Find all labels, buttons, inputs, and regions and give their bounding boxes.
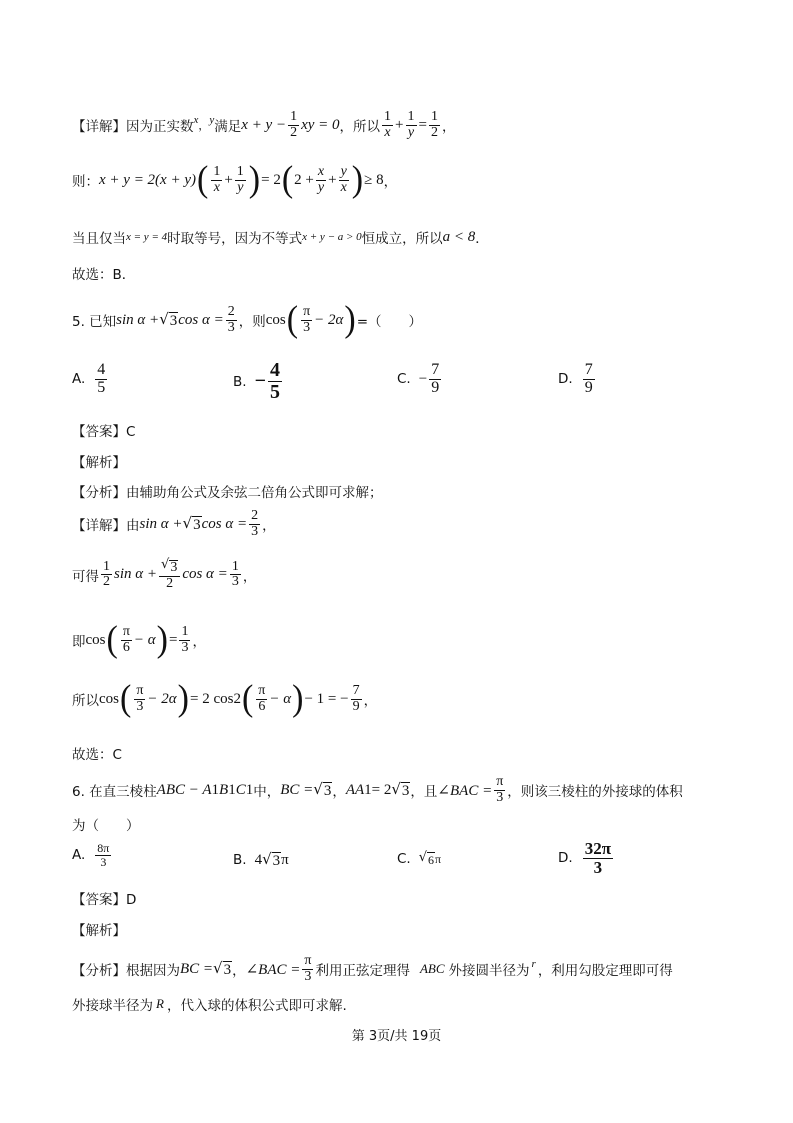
math-expr: BC = bbox=[280, 781, 314, 798]
option-label: A. bbox=[72, 371, 86, 388]
math-expr: cos α = bbox=[182, 566, 228, 583]
text: 【详解】由 bbox=[72, 518, 140, 535]
den: 3 bbox=[593, 857, 603, 877]
den: y bbox=[237, 179, 244, 195]
answer-6 bbox=[72, 888, 136, 908]
right-paren: ) bbox=[177, 678, 189, 719]
num: x bbox=[317, 163, 325, 179]
sqrt: √ 3 bbox=[213, 959, 232, 979]
var-R: R bbox=[156, 996, 164, 1011]
option-label: A. bbox=[72, 847, 86, 864]
den: 9 bbox=[584, 378, 593, 396]
sqrt: √ 3 bbox=[313, 780, 332, 800]
text: 【解析】 bbox=[72, 455, 126, 471]
fraction bbox=[429, 110, 440, 140]
fraction bbox=[288, 110, 299, 140]
den: x bbox=[384, 124, 391, 140]
text: ，代入球的体积公式即可求解. bbox=[166, 998, 347, 1014]
text: 当且仅当 bbox=[72, 231, 126, 247]
den: 9 bbox=[352, 698, 360, 714]
q5-option-c[interactable] bbox=[397, 362, 443, 397]
radicand: 3 bbox=[223, 962, 232, 979]
text: 为（ ） bbox=[72, 818, 140, 834]
den: 6 bbox=[258, 698, 266, 714]
radicand: 3 bbox=[170, 560, 178, 575]
math-expr: = 2 bbox=[371, 781, 392, 798]
text: 利用正弦定理得 bbox=[315, 963, 410, 980]
fraction bbox=[351, 684, 362, 714]
text: 所以 bbox=[72, 693, 99, 709]
fraction bbox=[316, 165, 326, 195]
text: 即 bbox=[72, 634, 86, 650]
math-expr: ∠BAC = bbox=[437, 782, 493, 799]
option-label: B. bbox=[233, 852, 247, 868]
op: + bbox=[224, 171, 233, 188]
text: 【分析】由辅助角公式及余弦二倍角公式即可求解； bbox=[72, 485, 383, 501]
detail-line-1: 【详解】因为正实数 x ， y 满足 x + y − $\frac{1}{2}$ xy = 0 ，所以 $\frac{1}{x}$ + $\frac{1}{y}$ = $\frac{1}{2}$ ， bbox=[72, 109, 456, 140]
text: 【分析】根据因为 bbox=[72, 963, 180, 980]
fraction bbox=[268, 360, 282, 403]
text: ， bbox=[232, 963, 246, 980]
q6-option-a[interactable] bbox=[72, 842, 113, 868]
question-6 bbox=[72, 775, 683, 805]
option-label: D. bbox=[558, 850, 573, 867]
radicand: 6 bbox=[428, 853, 435, 867]
fraction bbox=[95, 362, 107, 397]
den: 3 bbox=[303, 319, 311, 335]
num: π bbox=[136, 682, 144, 698]
subscript: 1 bbox=[245, 781, 254, 798]
den: y bbox=[317, 179, 325, 195]
den: 3 bbox=[231, 574, 239, 590]
jiexi-6 bbox=[72, 919, 126, 939]
math-expr: cos α = bbox=[178, 311, 224, 328]
den: 3 bbox=[496, 789, 504, 805]
left-paren: ( bbox=[281, 159, 294, 200]
answer-5 bbox=[72, 420, 135, 440]
option-label: C. bbox=[397, 371, 411, 388]
math-expr: cos bbox=[85, 631, 106, 648]
radicand: 3 bbox=[169, 313, 178, 329]
num: 1 bbox=[213, 163, 221, 179]
suoyi-line bbox=[72, 678, 378, 719]
num: 2 bbox=[251, 508, 259, 523]
question-6-cont bbox=[72, 814, 140, 834]
num: 7 bbox=[584, 361, 593, 378]
math-expr: = 2 bbox=[261, 171, 281, 188]
text: 则： bbox=[72, 174, 99, 190]
left-paren: ( bbox=[241, 678, 254, 719]
text: 满足 bbox=[214, 119, 242, 136]
q6-option-b[interactable] bbox=[233, 850, 289, 870]
text: 可得 bbox=[72, 568, 99, 585]
sqrt: √ 3 bbox=[182, 514, 201, 534]
fenxi-5 bbox=[72, 481, 383, 501]
den: 2 bbox=[430, 124, 438, 140]
den: 3 bbox=[100, 854, 107, 869]
num: 8π bbox=[97, 841, 110, 855]
text: 中， bbox=[253, 784, 281, 801]
fraction bbox=[226, 305, 237, 335]
fraction bbox=[301, 305, 312, 335]
text: ， bbox=[441, 119, 456, 136]
question-5 bbox=[72, 299, 423, 340]
math-expr: ≥ 8 bbox=[364, 171, 384, 188]
text: 外接球半径为 bbox=[72, 998, 153, 1014]
fraction bbox=[235, 165, 246, 195]
fraction bbox=[406, 110, 417, 140]
op: = bbox=[168, 631, 178, 648]
answer-choice-line bbox=[72, 263, 135, 283]
fraction bbox=[429, 362, 441, 397]
sign: − bbox=[418, 370, 428, 387]
text: 【答案】D bbox=[72, 892, 137, 908]
num: π bbox=[304, 953, 312, 968]
answer-choice-5 bbox=[72, 743, 122, 763]
var: C bbox=[235, 781, 246, 798]
math-expr: BC = bbox=[180, 960, 214, 977]
q6-option-d[interactable] bbox=[558, 840, 615, 877]
text: 6. 在直三棱柱 bbox=[72, 784, 157, 801]
den: 3 bbox=[181, 639, 189, 655]
math-expr: x + y − a > 0 bbox=[302, 231, 362, 243]
num: 32π bbox=[584, 839, 612, 858]
text: ，所以 bbox=[339, 119, 381, 136]
text: ， bbox=[332, 784, 346, 801]
q5-option-d[interactable] bbox=[558, 362, 597, 397]
math-expr: 2 + bbox=[294, 171, 314, 188]
math-expr: cos bbox=[99, 690, 119, 707]
subscript: 1 bbox=[364, 781, 372, 798]
op: + bbox=[395, 116, 404, 133]
radicand: 3 bbox=[193, 517, 201, 534]
right-paren: ) bbox=[344, 299, 356, 340]
fraction bbox=[179, 625, 190, 655]
text: ，则 bbox=[238, 314, 266, 330]
den: x bbox=[340, 179, 347, 195]
den: 3 bbox=[304, 968, 312, 984]
fraction bbox=[583, 840, 613, 877]
math-expr: ∠BAC = bbox=[245, 961, 301, 978]
xiangjie-5 bbox=[72, 509, 276, 539]
text: ． bbox=[475, 231, 489, 247]
text: ，利用勾股定理即可得 bbox=[537, 963, 673, 980]
math-expr: x + y − bbox=[241, 116, 287, 133]
q6-option-c[interactable] bbox=[397, 850, 441, 868]
math-expr: sin α + bbox=[139, 515, 183, 532]
option-label: D. bbox=[558, 371, 573, 388]
exponent: 2 bbox=[233, 690, 241, 707]
op: = bbox=[418, 116, 427, 133]
num: 1 bbox=[103, 558, 110, 574]
text: 【答案】C bbox=[72, 424, 136, 440]
num: 1 bbox=[407, 109, 415, 124]
math-expr: xy = 0 bbox=[301, 116, 340, 133]
radicand: 3 bbox=[272, 853, 281, 869]
math-expr: cos α = bbox=[201, 515, 248, 532]
q5-option-b[interactable] bbox=[233, 360, 284, 403]
right-paren: ) bbox=[248, 159, 261, 200]
math-expr: − α bbox=[269, 690, 292, 707]
math-expr: = 2 cos bbox=[189, 690, 234, 707]
text: 【详解】因为正实数 bbox=[72, 119, 194, 136]
fraction bbox=[230, 560, 241, 590]
math-expr: ABC bbox=[419, 961, 445, 977]
den: y bbox=[407, 124, 415, 140]
subscript: 1 bbox=[211, 781, 220, 798]
den: 3 bbox=[136, 698, 144, 714]
option-label: C. bbox=[397, 851, 411, 867]
var: B bbox=[219, 781, 229, 798]
num: 1 bbox=[236, 163, 244, 179]
math-expr: − 2α bbox=[314, 311, 344, 328]
math-expr: − 1 = − bbox=[304, 690, 349, 707]
fraction bbox=[339, 165, 349, 195]
math-expr: x = y = 4 bbox=[126, 231, 168, 243]
text: ， bbox=[262, 518, 276, 535]
fraction bbox=[382, 110, 393, 140]
fraction bbox=[302, 954, 313, 984]
fraction bbox=[583, 362, 595, 397]
fraction bbox=[134, 684, 145, 714]
fraction: √ 3 2 bbox=[159, 558, 180, 591]
fenxi-6-cont bbox=[72, 994, 347, 1014]
left-paren: ( bbox=[197, 159, 209, 200]
option-label: B. bbox=[233, 373, 247, 390]
den: 5 bbox=[269, 381, 280, 403]
var-r: r bbox=[531, 958, 536, 971]
fenxi-6 bbox=[72, 954, 673, 984]
page-footer: 第 3页/共 19页 bbox=[351, 1029, 442, 1044]
text: ， bbox=[363, 693, 378, 709]
var-x: x bbox=[193, 114, 199, 127]
num: 2 bbox=[227, 303, 235, 319]
math-expr: cos bbox=[265, 311, 286, 328]
num: π bbox=[496, 774, 504, 789]
text: 故选：C bbox=[72, 747, 122, 763]
text: ，且 bbox=[410, 784, 438, 801]
num: 7 bbox=[352, 682, 360, 698]
num: π bbox=[303, 303, 311, 319]
var-y: y bbox=[209, 114, 215, 127]
coef: 4 bbox=[254, 851, 263, 868]
fraction bbox=[249, 509, 260, 539]
pi: π bbox=[435, 851, 442, 866]
right-paren: ) bbox=[292, 678, 304, 719]
sqrt: √ 3 bbox=[391, 780, 410, 800]
num: 1 bbox=[181, 623, 189, 639]
text: 外接圆半径为 bbox=[448, 963, 530, 980]
radicand: 3 bbox=[401, 783, 410, 800]
ji-line bbox=[72, 619, 206, 660]
text: 5. 已知 bbox=[72, 314, 117, 330]
text: ， bbox=[383, 174, 398, 190]
right-paren: ) bbox=[351, 159, 364, 200]
den: 6 bbox=[122, 639, 130, 655]
sqrt: √ 3 bbox=[262, 850, 281, 869]
kede-line bbox=[72, 558, 256, 591]
math-expr: sin α + bbox=[114, 566, 158, 583]
fraction bbox=[494, 775, 505, 805]
den: 9 bbox=[431, 378, 440, 396]
text: ， bbox=[192, 634, 206, 650]
text: 恒成立，所以 bbox=[361, 231, 443, 247]
num: 4 bbox=[269, 359, 280, 381]
text: 时取等号，因为不等式 bbox=[167, 231, 303, 247]
right-paren: ) bbox=[156, 619, 168, 660]
sign: − bbox=[254, 370, 266, 392]
detail-line-2 bbox=[72, 159, 398, 200]
num: 1 bbox=[231, 558, 239, 574]
den: 3 bbox=[227, 319, 235, 335]
num: 1 bbox=[430, 109, 438, 124]
op: + bbox=[328, 171, 337, 188]
fraction bbox=[211, 165, 222, 195]
jiexi-5 bbox=[72, 451, 126, 471]
text: =（ ） bbox=[356, 314, 423, 330]
text: 故选：B． bbox=[72, 267, 136, 283]
pi: π bbox=[281, 851, 289, 868]
sqrt: √ 3 bbox=[159, 310, 178, 329]
text: 【解析】 bbox=[72, 923, 126, 939]
math-expr: a < 8 bbox=[442, 228, 476, 245]
den: x bbox=[213, 179, 220, 195]
num: 4 bbox=[97, 361, 106, 378]
fraction bbox=[95, 842, 111, 868]
math-expr: x + y = 2(x + y) bbox=[99, 171, 196, 188]
text: ，则该三棱柱的外接球的体积 bbox=[507, 784, 683, 801]
num: π bbox=[258, 682, 266, 698]
radicand: 3 bbox=[323, 783, 332, 800]
fraction bbox=[101, 560, 112, 590]
num: y bbox=[340, 163, 347, 179]
num: 1 bbox=[384, 109, 392, 124]
q5-option-a[interactable] bbox=[72, 362, 109, 397]
subscript: 1 bbox=[228, 781, 236, 798]
num: 7 bbox=[431, 361, 440, 378]
math-expr: − α bbox=[133, 631, 156, 648]
num: π bbox=[122, 623, 130, 639]
den: 2 bbox=[290, 124, 298, 140]
detail-line-3 bbox=[72, 227, 489, 247]
fraction bbox=[256, 684, 267, 714]
num: 1 bbox=[290, 109, 298, 124]
den: 2 bbox=[166, 575, 174, 591]
sqrt: √ 6 bbox=[418, 850, 435, 867]
left-paren: ( bbox=[106, 619, 118, 660]
math-expr: sin α + bbox=[116, 311, 160, 328]
fraction bbox=[121, 625, 132, 655]
den: 2 bbox=[103, 574, 110, 590]
den: 3 bbox=[251, 523, 259, 539]
den: 5 bbox=[97, 378, 106, 396]
math-expr: AA bbox=[345, 781, 365, 798]
left-paren: ( bbox=[286, 299, 299, 340]
left-paren: ( bbox=[120, 678, 132, 719]
math-expr: − 2α bbox=[147, 690, 177, 707]
text: ， bbox=[242, 568, 257, 585]
math-expr: ABC − A bbox=[156, 781, 212, 798]
